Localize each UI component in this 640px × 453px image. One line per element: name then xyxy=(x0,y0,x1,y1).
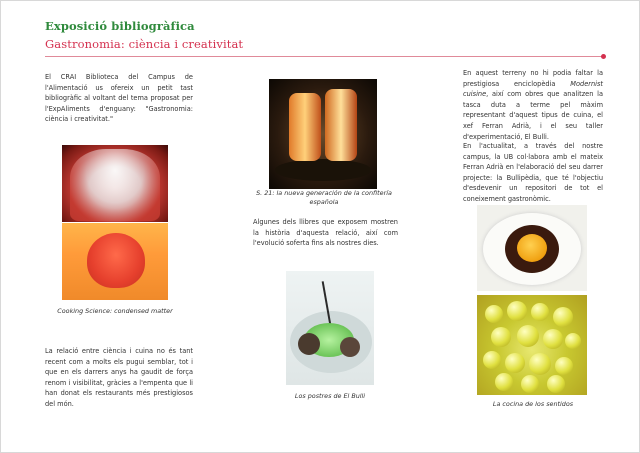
caption-postres-bulli: Los postres de El Bulli xyxy=(294,392,366,400)
exhibition-subtitle: Gastronomia: ciència i creativitat xyxy=(45,37,244,51)
caption-confiteria: S. 21: la nueva generación de la confitería española xyxy=(256,189,392,206)
photo-egg-dish xyxy=(477,205,587,291)
caption-cocina-sentidos: La cocina de los sentidos xyxy=(492,400,574,408)
header-rule xyxy=(45,56,605,57)
history-paragraph: La relació entre ciència i cuina no és tant recent com a molts els pugui semblar, tot i que en els darrers anys ha gaudit de força renom i visibilitat, gràcies a l'empenta que li han donat els restaurants més prestigiosos del món. xyxy=(45,347,193,408)
bullipedia-paragraph: En l'actualitat, a través del nostre campus, la UB col·labora amb el mateix Ferran Adrià en l'elaboració del seu darrer projecte: la Bullipèdia, que té l'objectiu d'esdevenir un repositori de tot el coneixement gastronòmic. xyxy=(463,142,603,203)
modernist-paragraph: En aquest terreny no hi podia faltar la prestigiosa enciclopèdia Modernist cuisine, així com obres que analitzen la tasca duta a terme pel màxim representant d'aquest tipus de cuina, el xef Ferran Adrià, i el seu taller d'experimentació, El Bulli. xyxy=(463,69,603,141)
caption-cooking-science: Cooking Science: condensed matter xyxy=(57,307,173,315)
exhibition-title: Exposició bibliogràfica xyxy=(45,19,195,33)
middle-paragraph: Algunes dels llibres que exposem mostren la història d'aquesta relació, així com l'evolució soferta fins als nostres dies. xyxy=(253,218,398,248)
intro-paragraph: El CRAI Biblioteca del Campus de l'Alimentació us ofereix un petit tast bibliogràfic al voltant del tema proposat per l'ExpAliments d'enguany: "Gastronomia: ciència i creativitat." xyxy=(45,73,193,124)
photo-candy xyxy=(269,79,377,189)
photo-green-dessert xyxy=(286,271,374,385)
header-rule-dot xyxy=(601,54,606,59)
photo-spheres xyxy=(477,295,587,395)
photo-glass-jar xyxy=(62,145,168,222)
photo-orange-liquid xyxy=(62,223,168,300)
